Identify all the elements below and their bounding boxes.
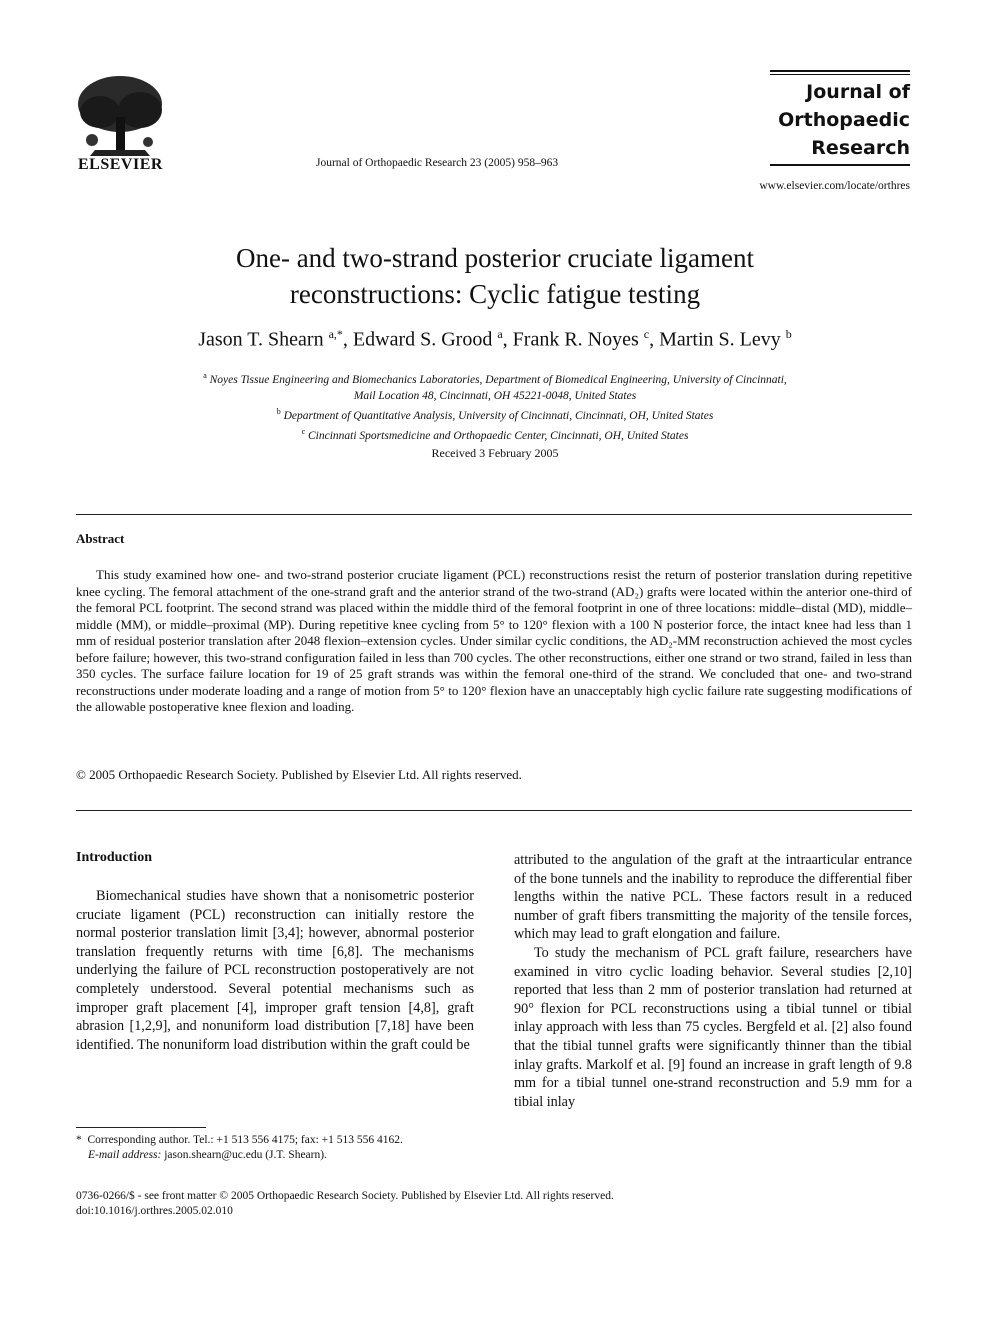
publisher-name: ELSEVIER	[78, 156, 163, 173]
divider	[76, 514, 912, 515]
author-affiliation-marker[interactable]: a,*	[328, 327, 343, 341]
journal-url-link[interactable]: www.elsevier.com/locate/orthres	[759, 180, 910, 192]
body-paragraph: To study the mechanism of PCL graft failure, researchers have examined in vitro cyclic loading behavior. Several studies [2,10] reported that less than 2 mm of posterior translation had returned at 90° flexion for PCL reconstructions using a tibial tunnel or tibial inlay approach with less than 75 cycles. Bergfeld et al. [2] also found that the tibial tunnel grafts were significantly thinner than the tibial inlay grafts. Markolf et al. [9] found an increase in graft length of 9.8 mm for a tibial tunnel one-strand reconstruction and 5.9 mm for a tibial inlay	[514, 944, 912, 1110]
abstract-text: This study examined how one- and two-strand posterior cruciate ligament (PCL) reconstructions resist the return of posterior translation during repetitive knee cycling. The femoral attachment of the one-strand graft and the anterior strand of the two-strand (AD₂) grafts were located within the anterior one-third of the femoral PCL footprint. The second strand was placed within the middle third of the femoral footprint in one of three locations: middle–distal (MD), middle–middle (MM), or middle–proximal (MP). During repetitive knee cycling from 5° to 120° flexion with a 100 N posterior force, the intact knee had less than 1 mm of residual posterior translation after 2048 flexion–extension cycles. Under similar cyclic conditions, the AD₂-MM reconstruction achieved the most cycles before failure; however, this two-strand configuration failed in less than 700 cycles. The other reconstructions, either one strand or two strand, failed in less than 350 cycles. The surface failure location for 19 of 25 graft strands was within the femoral one-third of the strand. We concluded that one- and two-strand reconstructions under moderate loading and a range of motion from 5° to 120° flexion have an unacceptably high cyclic failure rate suggesting modifications of the allowable postoperative knee flexion and loading.	[76, 567, 912, 714]
footnote-corresponding: Corresponding author. Tel.: +1 513 556 4175; fax: +1 513 556 4162.	[87, 1134, 403, 1146]
article-title-line: One- and two-strand posterior cruciate ligament	[235, 243, 755, 273]
received-date: Received 3 February 2005	[431, 446, 559, 460]
author-name: Martin S. Levy	[659, 328, 781, 351]
author-affiliation-marker[interactable]: c	[643, 327, 650, 341]
article-title-line: reconstructions: Cyclic fatigue testing	[289, 279, 701, 309]
author-affiliation-marker[interactable]: b	[785, 327, 792, 341]
author-affiliation-marker[interactable]: a	[497, 327, 503, 341]
author-name: Edward S. Grood	[352, 328, 493, 351]
article-title	[60, 240, 930, 312]
body-column-left: Biomechanical studies have shown that a nonisometric posterior cruciate ligament (PCL) reconstruction can initially restore the normal posterior translation limit [3,4]; however, abnormal posterior translation frequently returns with time [6,8]. The mechanisms underlying the failure of PCL reconstruction postoperatively are not completely understood. Several potential mechanisms such as improper graft placement [4], improper graft tension [4,8], graft abrasion [1,2,9], and nonuniform load distribution [7,18] have been identified. The nonuniform load distribution within the graft could be	[76, 888, 474, 1053]
footnote-rule	[76, 1127, 206, 1128]
front-matter	[76, 1189, 614, 1219]
affiliation-item: Mail Location 48, Cincinnati, OH 45221-0048, United States	[353, 389, 637, 402]
footnote-email-link[interactable]: jason.shearn@uc.edu (J.T. Shearn).	[164, 1149, 327, 1161]
front-matter-issn: 0736-0266/$ - see front matter © 2005 Orthopaedic Research Society. Published by Elsevier Ltd. All rights reserved.	[76, 1190, 614, 1202]
affiliation-item: $^c$ Cincinnati Sportsmedicine and Orthopaedic Center, Cincinnati, OH, United States	[301, 426, 689, 442]
footnote-email-label: E-mail address:	[88, 1149, 162, 1161]
journal-title	[770, 78, 910, 162]
journal-title-line: Orthopaedic	[778, 109, 910, 131]
footnote-marker: *	[76, 1134, 82, 1146]
abstract-heading: Abstract	[76, 531, 125, 546]
journal-title-line: Journal of	[806, 81, 910, 103]
affiliation-item: $^a$ Noyes Tissue Engineering and Biomechanics Laboratories, Department of Biomedical Engineering, University of Cincinnati,	[203, 371, 787, 386]
doi-link[interactable]: doi:10.1016/j.orthres.2005.02.010	[76, 1205, 233, 1217]
divider	[76, 810, 912, 811]
affiliation-item: $^b$ Department of Quantitative Analysis, University of Cincinnati, Cincinnati, OH, United States	[276, 406, 714, 422]
journal-title-box	[770, 70, 910, 166]
abstract-copyright: © 2005 Orthopaedic Research Society. Published by Elsevier Ltd. All rights reserved.	[76, 767, 522, 782]
author-name: Frank R. Noyes	[512, 328, 639, 351]
body-paragraph: attributed to the angulation of the graft at the intraarticular entrance of the bone tunnels and the inability to reproduce the differential fiber lengths within the native PCL. These factors result in a reduced number of graft fibers transmitting the majority of the tensile forces, which may lead to graft elongation and failure.	[514, 852, 912, 943]
journal-citation: Journal of Orthopaedic Research 23 (2005) 958–963	[316, 157, 559, 169]
author-name: Jason T. Shearn	[198, 328, 324, 351]
corresponding-author-footnote	[76, 1133, 496, 1163]
affiliations	[60, 368, 930, 443]
section-heading-introduction: Introduction	[76, 850, 152, 865]
body-column-right	[514, 851, 912, 1111]
journal-title-line: Research	[811, 137, 910, 159]
author-list: Jason T. Shearn $^{a,*}$, Edward S. Grood $^a$, Frank R. Noyes $^c$, Martin S. Levy $^b$	[198, 327, 792, 351]
